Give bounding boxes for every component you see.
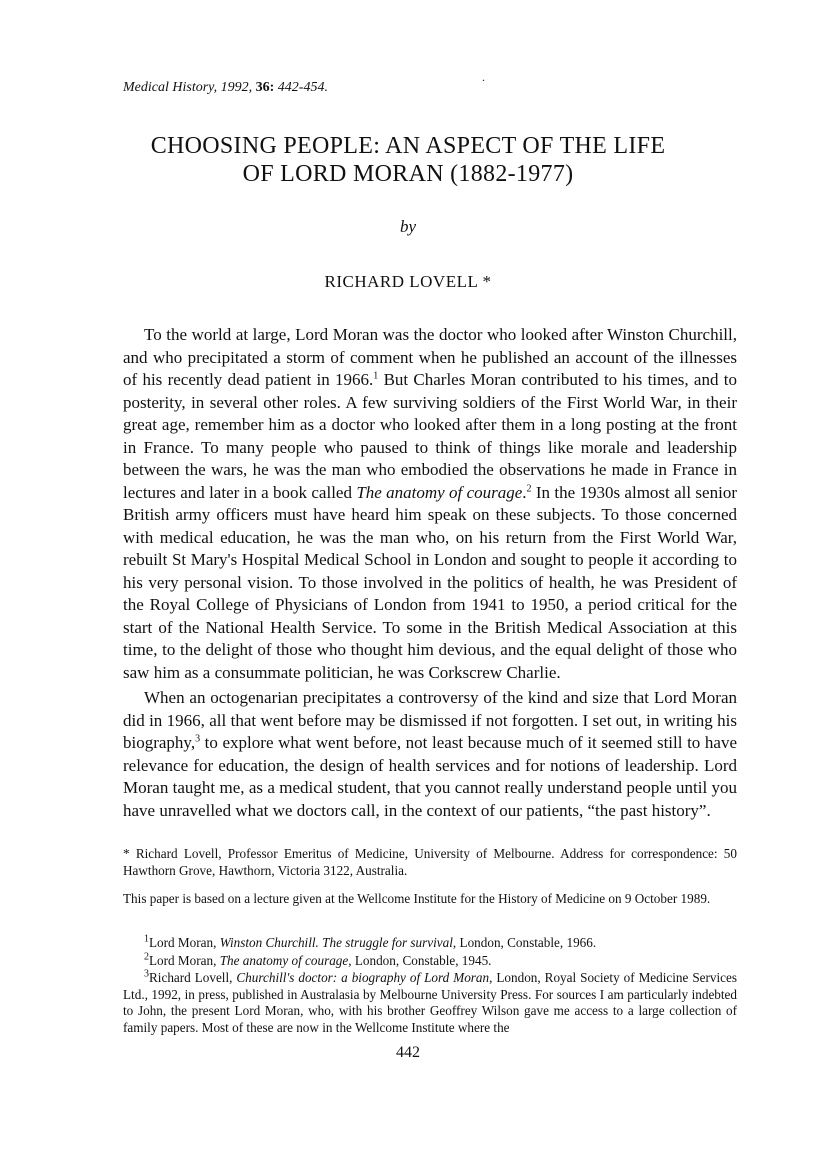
reference-text: Richard Lovell,	[149, 970, 237, 985]
author-name: RICHARD LOVELL *	[324, 272, 492, 291]
footnote-ref-2: 2	[526, 482, 532, 494]
footnote-ref-3: 3	[195, 733, 201, 745]
reference-text: Lord Moran,	[149, 935, 220, 950]
reference-item	[123, 970, 737, 1036]
p1-text-b: But Charles Moran contributed to his times, and to posterity, in several other roles. A few surviving soldiers of the First World War, in their great age, remember him as a doctor who looked after them in a long posting at the front in France. To many people who paused to think of things like morale and leadership between the wars, he was the man who embodied the observations he made in France in lectures and later in a book called	[123, 370, 737, 502]
journal-name: Medical History,	[123, 80, 218, 95]
reference-number: 2	[144, 951, 149, 963]
reference-title: Winston Churchill. The struggle for survival	[219, 935, 453, 950]
reference-title: Churchill's doctor: a biography of Lord Moran	[236, 970, 490, 985]
author-footnote: * Richard Lovell, Professor Emeritus of Medicine, University of Melbourne. Address for correspondence: 50 Hawthorn Grove, Hawthorn, Victoria 3122, Australia.	[123, 846, 737, 878]
lecture-footnote: This paper is based on a lecture given at the Wellcome Institute for the History of Medicine on 9 October 1989.	[123, 891, 711, 906]
article-body	[123, 324, 737, 822]
reference-text: , London, Constable, 1945.	[348, 952, 492, 968]
p1-text-c: .	[522, 482, 527, 502]
article-title	[100, 132, 716, 188]
reference-text: , London, Royal Society of Medicine Services Ltd., 1992, in press, published in Australasia by Melbourne University Press. For sources I am particularly indebted to John, the present Lord Moran, who, with his brother Geoffrey Wilson gave me access to a large collection of family papers. Most of these are now in the Wellcome Institute where the	[123, 970, 737, 1035]
journal-pages: 442-454.	[277, 80, 328, 95]
body-paragraph-2	[123, 687, 737, 822]
reference-title: The anatomy of courage	[219, 952, 349, 968]
reference-text: Lord Moran,	[149, 952, 220, 968]
footnote-ref-1: 1	[373, 370, 379, 382]
title-line-2: OF LORD MORAN (1882-1977)	[242, 161, 574, 187]
p2-text-b: to explore what went before, not least because much of it seemed still to have relevance for education, the design of health services and for notions of leadership. Lord Moran taught me, as a medical student, that you cannot really understand people until you have unravelled what we doctors call, in the context of our patients, “the past history”.	[123, 733, 737, 820]
title-line-1: CHOOSING PEOPLE: AN ASPECT OF THE LIFE	[150, 133, 666, 159]
p1-text-a: To the world at large, Lord Moran was the doctor who looked after Winston Churchill, and who precipitated a storm of comment when he published an account of the illnesses of his recently dead patient in 1966.	[123, 325, 737, 389]
p1-text-d: In the 1930s almost all senior British army officers must have heard him speak on these subjects. To those concerned with medical education, he was the man who, on his return from the First World War, rebuilt St Mary's Hospital Medical School in London and sought to people it according to his very personal vision. To those involved in the politics of health, he was President of the Royal College of Physicians of London from 1941 to 1950, a period critical for the start of the National Health Service. To some in the British Medical Association at this time, to the delight of those who thought him devious, and the equal delight of those who saw him as a consummate politician, he was Corkscrew Charlie.	[123, 482, 737, 682]
page-number: 442	[396, 1044, 420, 1061]
reference-item	[123, 935, 737, 952]
reference-number: 3	[144, 968, 149, 980]
reference-number: 1	[144, 933, 149, 945]
journal-volume: 36:	[255, 80, 275, 95]
book-title-italic: The anatomy of courage	[356, 482, 523, 502]
references	[123, 935, 737, 1037]
p2-text-a: When an octogenarian precipitates a controversy of the kind and size that Lord Moran did in 1966, all that went before may be dismissed if not forgotten. I set out, in writing his biography,	[123, 688, 737, 752]
journal-year: 1992,	[220, 80, 253, 95]
reference-text: , London, Constable, 1966.	[452, 935, 597, 950]
stray-mark: .	[482, 70, 485, 84]
byline: by	[399, 217, 417, 236]
body-paragraph-1	[123, 324, 737, 684]
reference-item	[123, 953, 737, 970]
journal-citation	[123, 80, 328, 96]
